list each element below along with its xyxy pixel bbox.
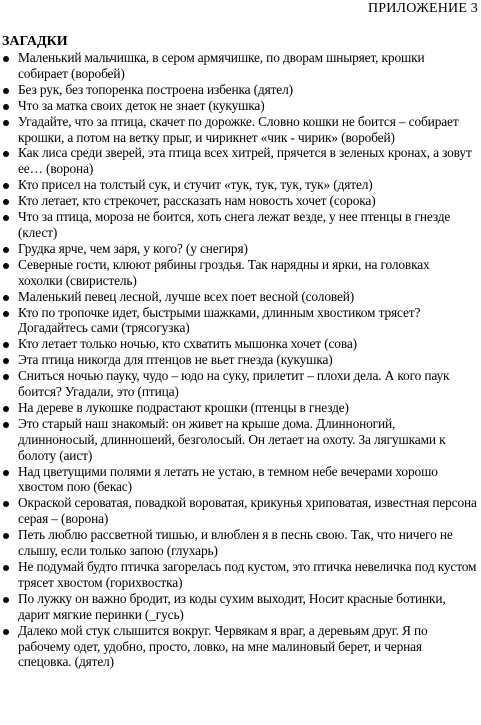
bullet-icon bbox=[3, 56, 9, 62]
riddle-item bbox=[0, 559, 477, 591]
riddle-item bbox=[0, 591, 477, 623]
bullet-icon bbox=[3, 295, 9, 301]
riddle-item bbox=[0, 177, 477, 193]
riddle-item bbox=[0, 623, 477, 671]
bullet-icon bbox=[3, 342, 9, 348]
bullet-icon bbox=[3, 533, 9, 539]
bullet-icon bbox=[3, 597, 9, 603]
riddle-item bbox=[0, 257, 477, 289]
riddle-text: Над цветущими полями я летать не устаю, в темном небе вечерами хорошо хвостом пою (бекас) bbox=[18, 463, 438, 495]
riddle-text: Эта птица никогда для птенцов не вьет гнезда (кукушка) bbox=[18, 352, 333, 368]
riddle-text: Сниться ночью пауку, чудо – юдо на суку, прилетит – плохи дела. А кого паук боится? Угадали, это (птица) bbox=[18, 368, 450, 400]
riddle-item bbox=[0, 289, 477, 305]
riddle-text: Кто по тропочке идет, быстрыми шажками, длинным хвостиком трясет? Догадайтесь сами (трясогузка) bbox=[18, 304, 421, 336]
riddle-list bbox=[0, 50, 477, 670]
bullet-icon bbox=[3, 104, 9, 110]
riddle-text: Кто летает, кто стрекочет, рассказать нам новость хочет (сорока) bbox=[18, 193, 376, 209]
bullet-icon bbox=[3, 629, 9, 635]
bullet-icon bbox=[3, 247, 9, 253]
riddle-item bbox=[0, 352, 477, 368]
bullet-icon bbox=[3, 199, 9, 205]
riddle-item bbox=[0, 464, 477, 496]
bullet-icon bbox=[3, 374, 9, 380]
riddle-text: Маленький мальчишка, в сером армячишке, по дворам шныряет, крошки собирает (воробей) bbox=[18, 50, 425, 81]
riddle-text: Кто присел на толстый сук, и стучит «тук, тук, тук, тук» (дятел) bbox=[18, 177, 373, 193]
bullet-icon bbox=[3, 215, 9, 221]
riddle-item bbox=[0, 98, 477, 114]
bullet-icon bbox=[3, 183, 9, 189]
riddle-text: Северные гости, клюют рябины гроздья. Так нарядны и ярки, на головках хохолки (свиристель) bbox=[18, 256, 430, 288]
riddle-text: Что за матка своих деток не знает (кукушка) bbox=[18, 97, 265, 113]
riddle-item bbox=[0, 416, 477, 464]
bullet-icon bbox=[3, 501, 9, 507]
riddle-item bbox=[0, 145, 477, 177]
bullet-icon bbox=[3, 358, 9, 364]
riddle-text: Кто летает только ночью, кто схватить мышонка хочет (сова) bbox=[18, 336, 357, 352]
riddle-item bbox=[0, 114, 477, 146]
bullet-icon bbox=[3, 311, 9, 317]
riddle-text: Петь люблю рассветной тишью, и влюблен я в песнь свою. Так, что ничего не слышу, если только запою (глухарь) bbox=[18, 527, 453, 559]
riddle-item bbox=[0, 336, 477, 352]
riddle-item bbox=[0, 82, 477, 98]
bullet-icon bbox=[3, 565, 9, 571]
bullet-icon bbox=[3, 151, 9, 157]
riddle-item bbox=[0, 209, 477, 241]
riddle-text: Как лиса среди зверей, эта птица всех хитрей, прячется в зеленых кронах, а зовут ее… (ворона) bbox=[18, 145, 472, 177]
riddle-text: Без рук, без топоренка построена избенка (дятел) bbox=[18, 81, 293, 97]
riddle-item bbox=[0, 495, 477, 527]
riddle-text: Угадайте, что за птица, скачет по дорожке. Словно кошки не боится – собирает крошки, а потом на ветку прыг, и чирикнет «чик - чирик» (воробей) bbox=[18, 113, 459, 145]
riddle-text: Это старый наш знакомый: он живет на крыше дома. Длинноногий, длинноносый, длинношеий, безголосый. Он летает на охоту. За лягушками к болоту (аист) bbox=[18, 415, 446, 463]
riddle-item bbox=[0, 305, 477, 337]
riddle-item bbox=[0, 193, 477, 209]
bullet-icon bbox=[3, 422, 9, 428]
riddle-text: Маленький певец лесной, лучше всех поет весной (соловей) bbox=[18, 288, 355, 304]
bullet-icon bbox=[3, 120, 9, 126]
riddle-item bbox=[0, 527, 477, 559]
riddle-text: На дереве в лукошке подрастают крошки (птенцы в гнезде) bbox=[18, 399, 349, 415]
riddle-text: Что за птица, мороза не боится, хоть снега лежат везде, у нее птенцы в гнезде (клест) bbox=[18, 209, 451, 240]
riddle-item bbox=[0, 241, 477, 257]
appendix-label: ПРИЛОЖЕНИЕ 3 bbox=[367, 1, 478, 16]
riddle-text: Грудка ярче, чем заря, у кого? (у снегиря) bbox=[18, 240, 248, 256]
riddle-text: Не подумай будто птичка загорелась под кустом, это птичка невеличка под кустом трясет хвостом (горихвостка) bbox=[18, 559, 477, 590]
riddle-item bbox=[0, 400, 477, 416]
bullet-icon bbox=[3, 470, 9, 476]
bullet-icon bbox=[3, 263, 9, 269]
riddle-item bbox=[0, 50, 477, 82]
section-heading: ЗАГАДКИ bbox=[2, 34, 68, 49]
riddle-text: Далеко мой стук слышится вокруг. Червякам я враг, а деревьям друг. Я по рабочему одет, удобно, просто, ловко, на мне малиновый берет, и черная спецовка. (дятел) bbox=[18, 622, 428, 670]
bullet-icon bbox=[3, 406, 9, 412]
riddle-text: По лужку он важно бродит, из коды сухим выходит, Носит красные ботинки, дарит мягкие перинки (_гусь) bbox=[18, 590, 446, 622]
bullet-icon bbox=[3, 88, 9, 94]
riddle-item bbox=[0, 368, 477, 400]
riddle-text: Окраской сероватая, повадкой вороватая, крикунья хриповатая, известная персона серая – (ворона) bbox=[18, 495, 477, 527]
